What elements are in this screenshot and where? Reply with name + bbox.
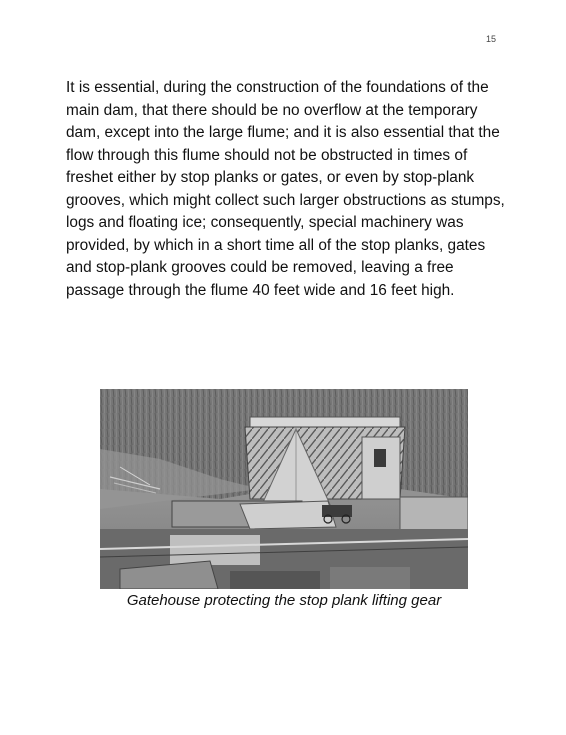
body-paragraph: It is essential, during the construction of the foundations of the main dam, that there should be no overflow at the temporary dam, except into the large flume; and it is also essential that the flow through this flume should not be obstructed in times of freshet either by stop planks or gates, or even by stop-plank grooves, which might collect such larger obstructions as stumps, logs and floating ice; consequently, special machinery was provided, by which in a short time all of the stop planks, gates and stop-plank grooves could be removed, leaving a free passage through the flume 40 feet wide and 16 feet high.	[66, 79, 505, 299]
figure-caption: Gatehouse protecting the stop plank lifting gear	[126, 592, 442, 609]
photo-illustration	[100, 389, 468, 589]
gatehouse-photo	[100, 389, 468, 589]
page-number: 15	[486, 34, 497, 44]
